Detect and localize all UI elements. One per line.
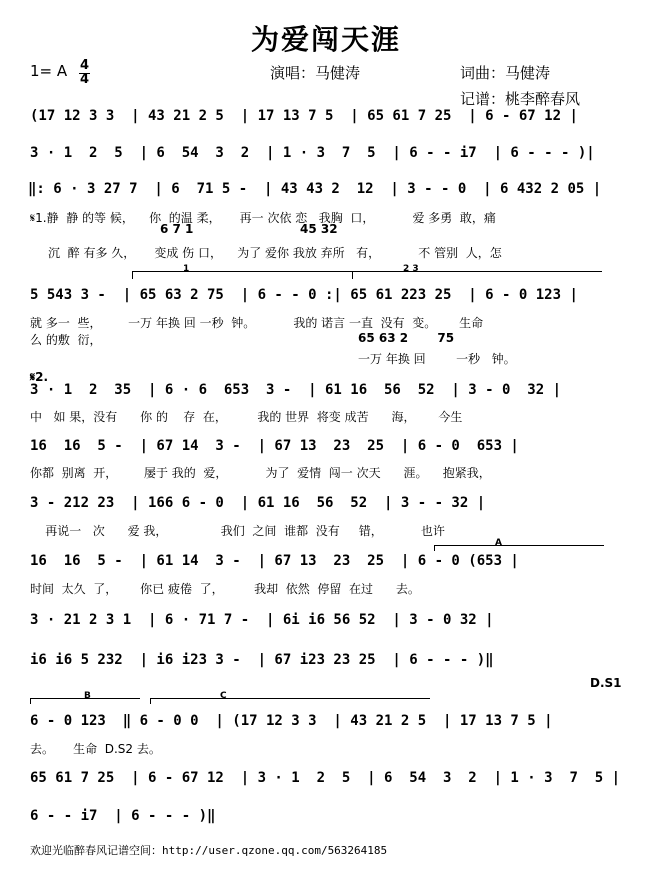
score-row-10: i6 i6 5 232 | i6 i23 3 - | 67 i23 23 25 | 6 - - - )‖ xyxy=(30,652,494,668)
mark-c: C xyxy=(220,691,227,701)
score-row-1: (17 12 3 3 | 43 21 2 5 | 17 13 7 5 | 65 61 7 25 | 6 - 67 12 | xyxy=(30,108,578,124)
transcriber: 记谱：桃李醉春风 xyxy=(460,90,581,108)
singer: 演唱：马健涛 xyxy=(270,64,361,82)
score-row-6: 16 16 5 - | 67 14 3 - | 67 13 23 25 | 6 - 0 653 | xyxy=(30,438,519,454)
score-row-12: 65 61 7 25 | 6 - 67 12 | 3 · 1 2 5 | 6 54 3 2 | 1 · 3 7 5 | xyxy=(30,770,621,786)
time-sig-bottom: 4 xyxy=(80,72,90,87)
mark-b: B xyxy=(84,691,91,701)
lyric-row-4c: 一万 年换 回 一秒 钟。 xyxy=(358,352,516,366)
lyric-row-5: 中 如 果，没有 你 的 存 在， 我的 世界 将变 成苦 海， 今生 xyxy=(30,410,463,424)
lyric-row-3b: 沉 醉 有多 久， 变成 伤 口， 为了 爱你 我放 弃所 有， 不 管别 人，怎 xyxy=(48,246,502,260)
ds1-mark: D.S1 xyxy=(590,676,622,690)
mark-a: A xyxy=(495,538,502,548)
alt-notes-1: 6 7 1 xyxy=(160,222,194,236)
key-signature: 1= A xyxy=(30,62,68,80)
lyric-row-4a: 就 多一 些， 一万 年换 回 一秒 钟。 我的 诺言 一直 没有 变。 生命 xyxy=(30,316,484,330)
lyric-row-11: 去。 生命 D.S2 去。 xyxy=(30,742,161,756)
score-row-13: 6 - - i7 | 6 - - - )‖ xyxy=(30,808,216,824)
footer-credit: 欢迎光临醉春风记谱空间：http://user.qzone.qq.com/563264185 xyxy=(30,844,388,857)
song-title: 为爱闯天涯 xyxy=(250,23,401,56)
score-row-9: 3 · 21 2 3 1 | 6 · 71 7 - | 6i i6 56 52 | 3 - 0 32 | xyxy=(30,612,494,628)
score-row-7: 3 - 212 23 | 166 6 - 0 | 61 16 56 52 | 3 - - 32 | xyxy=(30,495,486,511)
score-row-8: 16 16 5 - | 61 14 3 - | 67 13 23 25 | 6 - 0 (653 | xyxy=(30,553,519,569)
lyric-row-4b: 么 的敷 衍， xyxy=(30,333,102,347)
score-row-11: 6 - 0 123 ‖ 6 - 0 0 | (17 12 3 3 | 43 21 2 5 | 17 13 7 5 | xyxy=(30,713,553,729)
score-row-4: 5 543 3 - | 65 63 2 75 | 6 - - 0 :| 65 61 223 25 | 6 - 0 123 | xyxy=(30,287,578,303)
alt-notes-3: 65 63 2 75 xyxy=(358,331,455,345)
segno-2: 𝄋2. xyxy=(30,370,49,384)
alt-notes-2: 45 32 xyxy=(300,222,338,236)
lyric-row-8: 时间 太久 了， 你已 疲倦 了， 我却 依然 停留 在过 去。 xyxy=(30,582,420,596)
lyric-row-6: 你都 别离 开， 屡于 我的 爱， 为了 爱情 闯一 次天 涯。 抱紧我， xyxy=(30,466,491,480)
composer: 词曲：马健涛 xyxy=(460,64,551,82)
time-sig-top: 4 xyxy=(80,58,90,73)
volta-2-3: 2 3 xyxy=(403,264,419,274)
score-row-3: ‖: 6 · 3 27 7 | 6 71 5 - | 43 43 2 12 | 3 - - 0 | 6 432 2 05 | xyxy=(28,181,602,197)
lyric-row-7: 再说一 次 爱 我， 我们 之间 谁都 没有 错， 也许 xyxy=(30,524,445,538)
volta-1: 1 xyxy=(183,264,190,274)
score-row-2: 3 · 1 2 5 | 6 54 3 2 | 1 · 3 7 5 | 6 - - i7 | 6 - - - )| xyxy=(30,145,595,161)
lyric-row-3a: 𝄋1.静 静 的等 候， 你 的温 柔， 再一 次依 恋 我胸 口， 爱 多勇 敢，痛 xyxy=(30,211,496,225)
score-row-5: 3 · 1 2 35 | 6 · 6 653 3 - | 61 16 56 52 | 3 - 0 32 | xyxy=(30,382,562,398)
